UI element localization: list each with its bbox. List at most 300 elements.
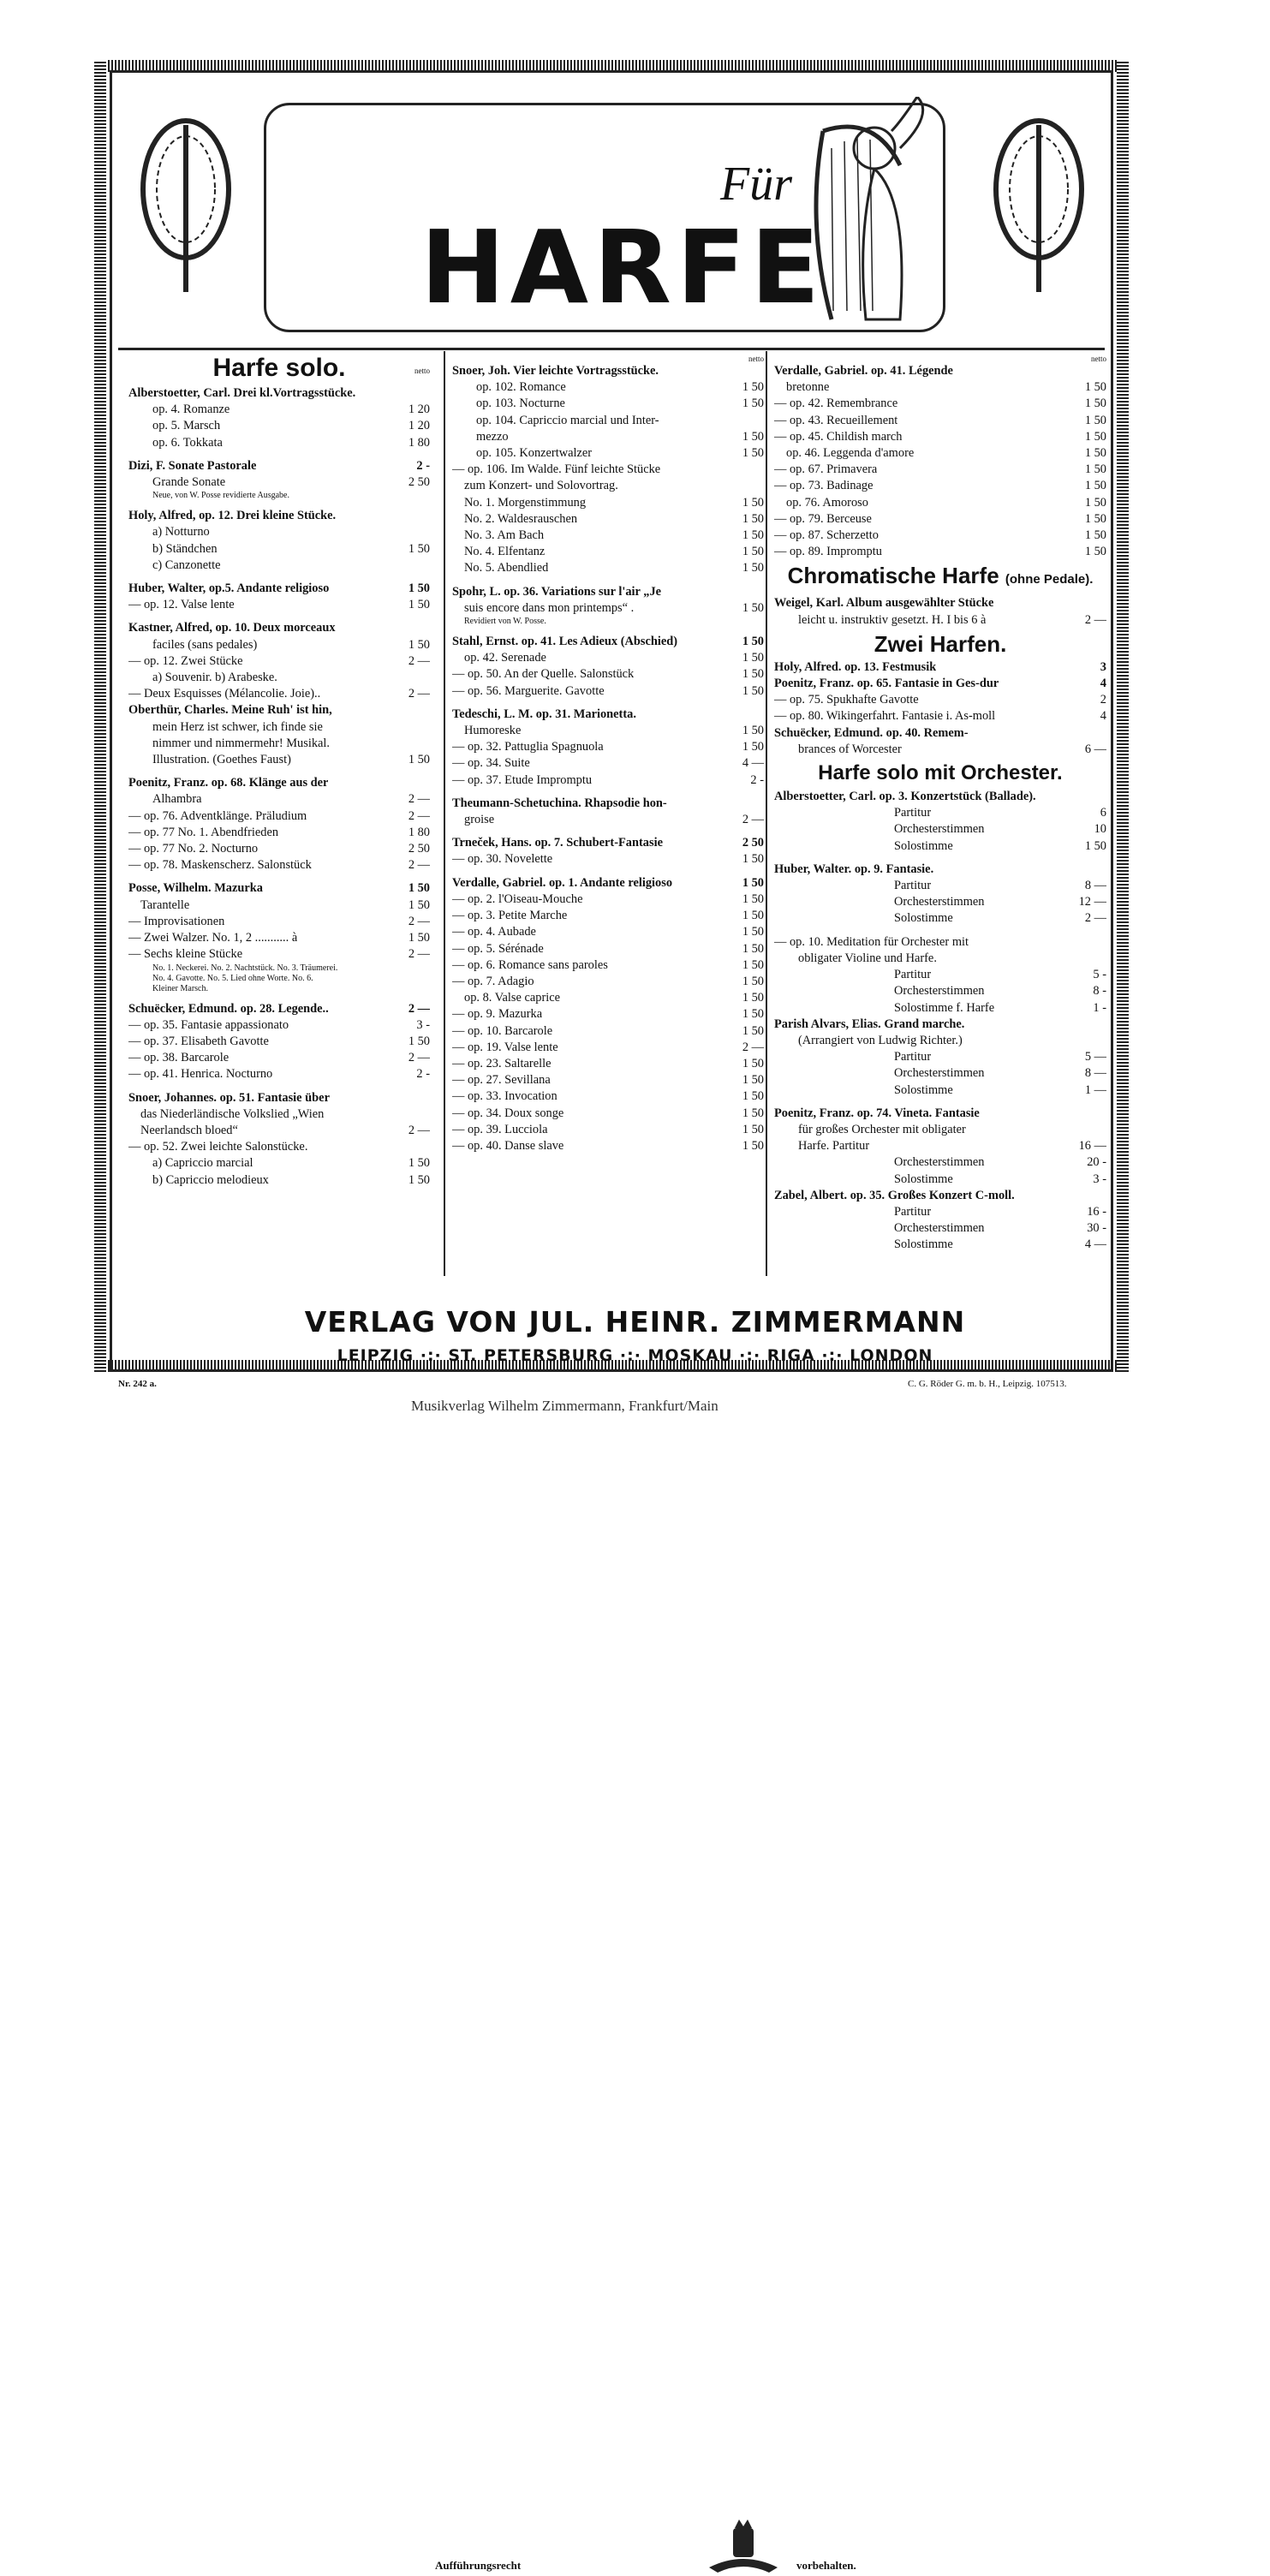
entry-title: — op. 9. Mazurka xyxy=(452,1007,543,1022)
catalog-entry xyxy=(128,914,430,930)
entry-price xyxy=(1064,1017,1106,1033)
catalog-entry xyxy=(774,379,1106,396)
entry-title: das Niederländische Volkslied „Wien xyxy=(140,1106,325,1121)
entry-title: nimmer und nimmermehr! Musikal. xyxy=(152,736,331,750)
entry-price: 1 - xyxy=(1093,1000,1106,1015)
catalog-entry xyxy=(128,686,430,702)
entry-price: 2 — xyxy=(408,687,430,701)
catalog-entry xyxy=(774,862,1106,878)
catalog-entry xyxy=(452,511,764,528)
catalog-entry xyxy=(774,363,1106,379)
entry-price: 1 50 xyxy=(742,528,764,543)
entry-price: 8 - xyxy=(1093,984,1106,999)
catalog-entry xyxy=(774,1154,1106,1171)
entry-price: 1 50 xyxy=(742,600,764,615)
catalog-entry xyxy=(452,990,764,1006)
entry-title: — op. 75. Spukhafte Gavotte xyxy=(774,693,919,707)
chromatic-subtitle: (ohne Pedale). xyxy=(1005,572,1094,587)
entry-title: Revidiert von W. Posse. xyxy=(464,617,546,627)
catalog-entry xyxy=(774,725,1106,742)
entry-title: — op. 42. Remembrance xyxy=(774,397,898,411)
catalog-entry xyxy=(128,620,430,636)
catalog-entry xyxy=(452,755,764,772)
entry-price xyxy=(1064,951,1106,967)
entry-price xyxy=(1064,934,1106,951)
catalog-entry xyxy=(128,1139,430,1155)
entry-title: op. 105. Konzertwalzer xyxy=(476,446,593,461)
entry-price: 1 50 xyxy=(742,545,764,559)
entry-title: Stahl, Ernst. op. 41. Les Adieux (Abschied) xyxy=(452,635,678,649)
entry-price xyxy=(721,478,764,494)
catalog-entry xyxy=(452,875,764,891)
entry-title: b) Ständchen xyxy=(152,541,218,556)
entry-title: — op. 27. Sevillana xyxy=(452,1073,551,1088)
entry-price xyxy=(721,707,764,723)
entry-title: — op. 73. Badinage xyxy=(774,479,873,493)
entry-title: — op. 79. Berceuse xyxy=(774,511,872,526)
entry-title: op. 4. Romanze xyxy=(152,402,230,417)
catalog-entry xyxy=(452,462,764,478)
entry-title: c) Canzonette xyxy=(152,558,221,572)
catalog-entry xyxy=(774,478,1106,494)
entry-title: — op. 10. Meditation für Orchester mit xyxy=(774,934,969,949)
catalog-entry xyxy=(128,1123,430,1139)
catalog-entry xyxy=(774,742,1106,758)
catalog-entry xyxy=(774,821,1106,838)
entry-price: 4 xyxy=(1100,709,1106,724)
catalog-entry xyxy=(128,984,430,994)
catalog-entry xyxy=(774,1049,1106,1065)
catalog-entry xyxy=(128,930,430,946)
catalog-entry xyxy=(452,1006,764,1023)
catalog-entry xyxy=(774,1138,1106,1154)
entry-title: Theumann-Schetuchina. Rhapsodie hon- xyxy=(452,796,667,810)
catalog-entry xyxy=(452,723,764,739)
entry-title: Posse, Wilhelm. Mazurka xyxy=(128,881,263,896)
publisher-stamp: Musikverlag Wilhelm Zimmermann, Frankfurt/Main xyxy=(411,1398,718,1414)
entry-title: op. 42. Serenade xyxy=(464,651,546,665)
entry-title: — op. 35. Fantasie appassionato xyxy=(128,1017,289,1032)
catalog-number: Nr. 242 a. xyxy=(118,1379,157,1389)
performance-rights-right: vorbehalten. xyxy=(796,2559,856,2572)
entry-title: — op. 38. Barcarole xyxy=(128,1051,230,1065)
catalog-entry xyxy=(774,1220,1106,1237)
catalog-entry xyxy=(452,445,764,462)
entry-title: Poenitz, Franz. op. 65. Fantasie in Ges-dur xyxy=(774,677,999,691)
entry-price: 1 50 xyxy=(742,991,764,1005)
catalog-entry xyxy=(774,462,1106,478)
entry-price: 1 50 xyxy=(742,380,764,395)
fuer-title: Für xyxy=(720,158,792,211)
entry-price xyxy=(387,524,430,540)
entry-price: 16 — xyxy=(1078,1139,1106,1154)
entry-price xyxy=(387,1106,430,1123)
entry-title: Orchesterstimmen xyxy=(894,822,985,837)
catalog-entry xyxy=(128,451,430,458)
entry-title: op. 76. Amoroso xyxy=(786,495,868,510)
entry-title: suis encore dans mon printemps“ . xyxy=(464,600,635,615)
catalog-entry xyxy=(774,1106,1106,1122)
entry-price: 1 50 xyxy=(1084,528,1106,543)
catalog-entry xyxy=(452,413,764,429)
catalog-entry xyxy=(774,1204,1106,1220)
entry-title: (Arrangiert von Ludwig Richter.) xyxy=(798,1033,963,1047)
catalog-entry xyxy=(128,1017,430,1034)
entry-title: — op. 52. Zwei leichte Salonstücke. xyxy=(128,1140,308,1154)
catalog-entry xyxy=(774,595,1106,611)
entry-price: 1 50 xyxy=(408,897,430,912)
entry-title: Partitur xyxy=(894,968,932,982)
entry-title: mein Herz ist schwer, ich finde sie xyxy=(152,719,323,734)
catalog-entry xyxy=(128,719,430,736)
entry-title: Zabel, Albert. op. 35. Großes Konzert C-moll. xyxy=(774,1188,1015,1202)
catalog-entry xyxy=(774,1000,1106,1017)
entry-title: b) Capriccio melodieux xyxy=(152,1172,269,1187)
entry-price: 1 50 xyxy=(742,1007,764,1022)
entry-title: op. 8. Valse caprice xyxy=(464,991,561,1005)
catalog-entry xyxy=(774,612,1106,629)
catalog-entry xyxy=(452,560,764,576)
entry-price: 1 80 xyxy=(408,825,430,839)
entry-title: obligater Violine und Harfe. xyxy=(798,951,937,965)
entry-title: Partitur xyxy=(894,879,932,893)
catalog-entry xyxy=(128,791,430,808)
catalog-entry xyxy=(774,934,1106,951)
catalog-entry xyxy=(128,752,430,768)
publisher-name: VERLAG VON JUL. HEINR. ZIMMERMANN xyxy=(304,1305,966,1339)
entry-title: — op. 39. Lucciola xyxy=(452,1122,548,1136)
entry-price: 8 — xyxy=(1084,1066,1106,1081)
entry-price: 6 xyxy=(1100,806,1106,820)
entry-price: 1 50 xyxy=(742,891,764,906)
entry-price: 1 50 xyxy=(1084,446,1106,461)
entry-price xyxy=(387,736,430,752)
entry-title: Oberthür, Charles. Meine Ruh' ist hin, xyxy=(128,703,332,718)
entry-price: 1 50 xyxy=(1084,380,1106,395)
catalog-entry xyxy=(452,396,764,412)
entry-price: 2 50 xyxy=(742,836,764,850)
entry-title: Harfe. Partitur xyxy=(798,1139,870,1154)
entry-price: 1 50 xyxy=(742,852,764,867)
catalog-entry xyxy=(128,670,430,686)
entry-price xyxy=(721,462,764,478)
entry-title: bretonne xyxy=(786,380,830,395)
entry-title: Humoreske xyxy=(464,724,522,738)
catalog-entry xyxy=(128,857,430,874)
entry-price: 1 50 xyxy=(742,429,764,444)
catalog-entry xyxy=(452,908,764,924)
entry-title: op. 103. Nocturne xyxy=(476,397,565,411)
entry-price xyxy=(387,385,430,402)
entry-title: a) Souvenir. b) Arabeske. xyxy=(152,671,277,685)
entry-title: — op. 89. Impromptu xyxy=(774,545,882,559)
entry-title: Partitur xyxy=(894,1204,932,1219)
catalog-entry xyxy=(774,544,1106,560)
entry-title: Partitur xyxy=(894,1050,932,1064)
catalog-entry xyxy=(128,418,430,434)
entry-title: — op. 33. Invocation xyxy=(452,1089,557,1104)
catalog-entry xyxy=(452,941,764,957)
entry-price xyxy=(1064,789,1106,805)
entry-title: No. 4. Gavotte. No. 5. Lied ohne Worte. No. 6. xyxy=(152,973,313,983)
entry-price xyxy=(387,719,430,736)
entry-title: brances of Worcester xyxy=(798,742,902,756)
entry-title: — op. 37. Elisabeth Gavotte xyxy=(128,1034,269,1048)
entry-title: Weigel, Karl. Album ausgewählter Stücke xyxy=(774,596,994,611)
catalog-entry xyxy=(774,838,1106,855)
entry-title: — op. 10. Barcarole xyxy=(452,1023,553,1038)
entry-price xyxy=(1064,1106,1106,1122)
catalog-entry xyxy=(774,910,1106,927)
entry-price xyxy=(387,963,430,974)
entry-title: — op. 43. Recueillement xyxy=(774,413,898,427)
entry-price xyxy=(387,775,430,791)
entry-price xyxy=(721,413,764,429)
netto-label: netto xyxy=(1091,355,1106,363)
entry-price: 2 — xyxy=(408,792,430,807)
entry-title: — op. 6. Romance sans paroles xyxy=(452,957,608,972)
catalog-entry xyxy=(452,700,764,707)
entry-title: Alberstoetter, Carl. Drei kl.Vortragsstücke. xyxy=(128,386,356,400)
entry-title: — Deux Esquisses (Mélancolie. Joie).. xyxy=(128,687,321,701)
entry-title: a) Capriccio marcial xyxy=(152,1156,253,1171)
entry-title: Tarantelle xyxy=(140,897,190,912)
harfe-title: HARFE xyxy=(420,208,826,326)
entry-title: Snoer, Johannes. op. 51. Fantasie über xyxy=(128,1090,330,1105)
entry-price: 2 — xyxy=(742,1040,764,1054)
entry-title: Huber, Walter, op.5. Andante religioso xyxy=(128,581,330,596)
catalog-entry xyxy=(452,577,764,584)
entry-title: Poenitz, Franz. op. 68. Klänge aus der xyxy=(128,776,329,790)
entry-title: Orchesterstimmen xyxy=(894,1155,985,1170)
catalog-entry xyxy=(128,736,430,752)
catalog-entry xyxy=(452,495,764,511)
entry-title: Partitur xyxy=(894,806,932,820)
entry-price xyxy=(387,558,430,574)
entry-title: Schuëcker, Edmund. op. 40. Remem- xyxy=(774,725,969,740)
harfe-solo-continued-list xyxy=(452,363,764,1154)
catalog-entry xyxy=(128,597,430,613)
entry-title: Alberstoetter, Carl. op. 3. Konzertstück (Ballade). xyxy=(774,790,1036,804)
catalog-entry xyxy=(128,1034,430,1050)
catalog-entry xyxy=(452,924,764,940)
catalog-entry xyxy=(452,666,764,683)
entry-price: 3 - xyxy=(1093,1172,1106,1186)
entry-price: 1 50 xyxy=(742,683,764,698)
entry-price: 2 — xyxy=(408,858,430,873)
entry-price xyxy=(387,974,430,984)
section-title-chromatic xyxy=(774,560,1106,595)
catalog-entry xyxy=(774,1082,1106,1099)
entry-title: Dizi, F. Sonate Pastorale xyxy=(128,458,257,473)
entry-title: — op. 30. Novelette xyxy=(452,852,553,867)
catalog-entry xyxy=(774,1237,1106,1253)
entry-price: 2 50 xyxy=(408,842,430,856)
catalog-entry xyxy=(774,983,1106,999)
catalog-entry xyxy=(774,495,1106,511)
catalog-entry xyxy=(774,1188,1106,1204)
catalog-entry xyxy=(128,508,430,524)
entry-price xyxy=(387,1090,430,1106)
entry-price: 1 50 xyxy=(408,931,430,945)
entry-price: 1 50 xyxy=(742,561,764,575)
entry-price: 1 50 xyxy=(408,541,430,556)
catalog-entry xyxy=(452,868,764,875)
entry-title: a) Notturno xyxy=(152,525,210,540)
catalog-entry xyxy=(452,796,764,812)
entry-title: — op. 87. Scherzetto xyxy=(774,528,879,543)
entry-title: Huber, Walter. op. 9. Fantasie. xyxy=(774,862,934,876)
entry-price: 1 50 xyxy=(742,724,764,738)
zwei-harfen-list xyxy=(774,659,1106,758)
entry-price: 3 xyxy=(1100,659,1106,674)
entry-title: Neerlandsch bloed“ xyxy=(140,1123,238,1137)
netto-label: netto xyxy=(414,367,430,375)
entry-price: 1 50 xyxy=(742,925,764,939)
section-title-zwei-harfen: Zwei Harfen. xyxy=(873,630,1007,657)
entry-price: 1 50 xyxy=(742,446,764,461)
catalog-entry xyxy=(452,772,764,789)
catalog-entry xyxy=(452,1072,764,1088)
catalog-entry xyxy=(128,1066,430,1082)
catalog-entry xyxy=(774,967,1106,983)
entry-title: zum Konzert- und Solovortrag. xyxy=(464,479,618,493)
catalog-entry xyxy=(774,1033,1106,1049)
entry-price: 2 — xyxy=(1084,911,1106,926)
entry-title: Orchesterstimmen xyxy=(894,1221,985,1236)
chromatic-title: Chromatische Harfe xyxy=(787,563,999,589)
catalog-entry xyxy=(774,878,1106,894)
catalog-entry xyxy=(128,581,430,597)
catalog-entry xyxy=(774,894,1106,910)
catalog-entry xyxy=(128,775,430,791)
catalog-entry xyxy=(128,1172,430,1189)
entry-price xyxy=(721,584,764,600)
entry-title: — op. 80. Wikingerfahrt. Fantasie i. As-moll xyxy=(774,709,996,724)
entry-price xyxy=(1064,363,1106,379)
catalog-entry xyxy=(774,927,1106,934)
entry-title: Alhambra xyxy=(152,792,202,807)
entry-title: — op. 34. Suite xyxy=(452,756,530,771)
entry-title: Orchesterstimmen xyxy=(894,984,985,999)
entry-price: 1 — xyxy=(1084,1082,1106,1097)
column-harfe-solo xyxy=(128,351,430,1276)
entry-price: 2 xyxy=(1100,693,1106,707)
catalog-entry xyxy=(452,363,764,379)
title-cartouche xyxy=(264,103,945,332)
entry-price: 1 50 xyxy=(742,974,764,988)
entry-title: — op. 34. Doux songe xyxy=(452,1106,564,1120)
entry-price xyxy=(1064,1033,1106,1049)
catalog-entry xyxy=(452,544,764,560)
entry-price xyxy=(387,670,430,686)
catalog-entry xyxy=(128,946,430,963)
entry-title: Illustration. (Goethes Faust) xyxy=(152,753,291,767)
entry-price: 1 50 xyxy=(408,881,430,896)
entry-price: 2 — xyxy=(408,1001,430,1016)
catalog-entry xyxy=(452,1106,764,1122)
entry-title: Grande Sonate xyxy=(152,475,226,490)
catalog-entry xyxy=(128,1001,430,1017)
entry-price: 6 — xyxy=(1084,742,1106,756)
entry-price: 30 - xyxy=(1087,1221,1106,1236)
entry-title: Kleiner Marsch. xyxy=(152,983,208,993)
catalog-entry xyxy=(452,1040,764,1056)
catalog-entry xyxy=(452,478,764,494)
entry-title: No. 3. Am Bach xyxy=(464,528,545,543)
entry-title: — op. 56. Marguerite. Gavotte xyxy=(452,683,605,698)
catalog-entry xyxy=(452,1023,764,1040)
catalog-entry xyxy=(774,805,1106,821)
catalog-entry xyxy=(128,702,430,719)
entry-title: op. 6. Tokkata xyxy=(152,435,223,450)
catalog-entry xyxy=(128,974,430,984)
section-title-harfe-solo: Harfe solo. xyxy=(212,354,346,382)
catalog-entry xyxy=(452,1088,764,1105)
catalog-entry xyxy=(774,1065,1106,1082)
entry-price: 4 — xyxy=(742,756,764,771)
catalog-entry xyxy=(774,692,1106,708)
entry-price: 2 — xyxy=(408,1123,430,1137)
catalog-entry xyxy=(452,974,764,990)
entry-price: 2 — xyxy=(408,808,430,823)
entry-title: Snoer, Joh. Vier leichte Vortragsstücke. xyxy=(452,364,659,378)
entry-price xyxy=(1064,1122,1106,1138)
catalog-entry xyxy=(128,558,430,574)
entry-price xyxy=(387,508,430,524)
entry-price: 1 50 xyxy=(742,957,764,972)
entry-price: 4 — xyxy=(1084,1237,1106,1252)
left-border-ornament xyxy=(94,60,106,1372)
entry-price: 2 — xyxy=(408,653,430,668)
catalog-entry xyxy=(128,994,430,1001)
entry-title: — op. 12. Zwei Stücke xyxy=(128,653,243,668)
catalog-entry xyxy=(774,789,1106,805)
catalog-entry xyxy=(128,825,430,841)
catalog-entry xyxy=(452,584,764,600)
title-header xyxy=(118,82,1105,350)
catalog-entry xyxy=(774,528,1106,544)
entry-title: op. 46. Leggenda d'amore xyxy=(786,446,915,461)
entry-price: 1 50 xyxy=(1084,511,1106,526)
entry-price: 1 50 xyxy=(742,651,764,665)
catalog-entry xyxy=(128,574,430,581)
entry-price: 1 50 xyxy=(1084,838,1106,853)
entry-price: 2 - xyxy=(416,458,430,473)
catalog-entry xyxy=(452,891,764,908)
netto-label: netto xyxy=(748,355,764,363)
entry-price: 1 50 xyxy=(1084,397,1106,411)
entry-title: — op. 32. Pattuglia Spagnuola xyxy=(452,740,604,754)
entry-price: 1 50 xyxy=(742,1138,764,1153)
catalog-entry xyxy=(452,617,764,627)
entry-title: Holy, Alfred. op. 13. Festmusik xyxy=(774,659,937,674)
entry-price: 1 50 xyxy=(1084,495,1106,510)
entry-price xyxy=(1064,862,1106,878)
catalog-entry xyxy=(128,541,430,558)
section-title-orchester: Harfe solo mit Orchester. xyxy=(818,761,1063,785)
entry-title: Solostimme xyxy=(894,1172,953,1186)
entry-price: 1 50 xyxy=(1084,545,1106,559)
entry-price xyxy=(721,363,764,379)
entry-title: — op. 41. Henrica. Nocturno xyxy=(128,1067,273,1082)
catalog-entry xyxy=(774,429,1106,445)
publisher-cities: LEIPZIG ·:· ST. PETERSBURG ·:· MOSKAU ·:· RIGA ·:· LONDON xyxy=(337,1346,933,1365)
catalog-entry xyxy=(128,1050,430,1066)
entry-price: 1 50 xyxy=(408,753,430,767)
entry-price: 2 — xyxy=(408,947,430,962)
entry-price: 1 80 xyxy=(408,435,430,450)
